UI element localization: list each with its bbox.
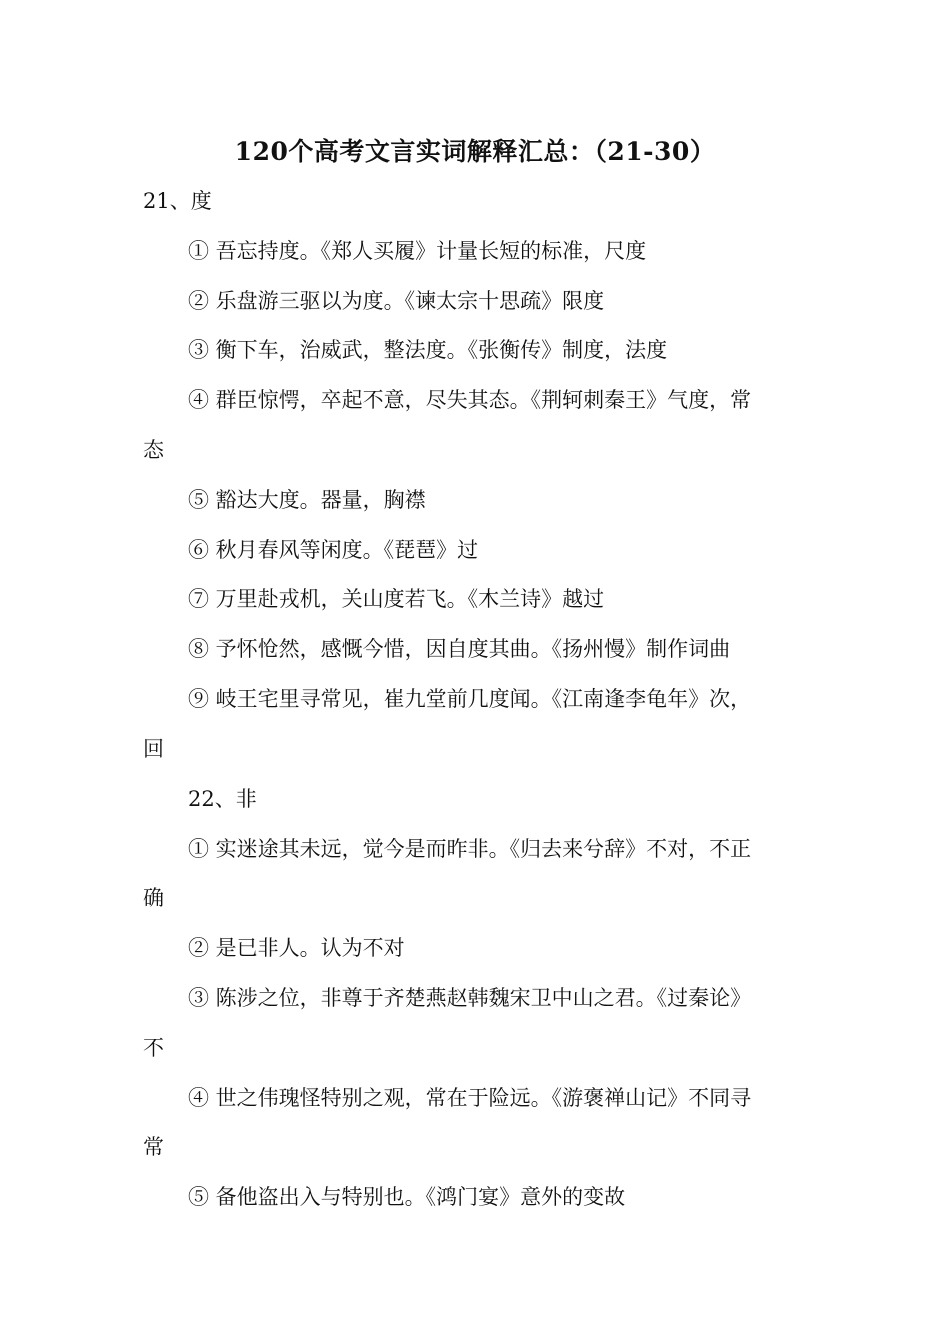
entry-line: ② 乐盘游三驱以为度。《谏太宗十思疏》限度 xyxy=(188,289,605,313)
entry-line: ① 吾忘持度。《郑人买履》计量长短的标准，尺度 xyxy=(188,239,647,263)
entry-line: ⑨ 岐王宅里寻常见，崔九堂前几度闻。《江南逢李龟年》次， xyxy=(188,687,752,711)
entry-line: ④ 群臣惊愕，卒起不意，尽失其态。《荆轲刺秦王》气度，常 xyxy=(188,388,752,412)
entry-line: ⑤ 豁达大度。器量，胸襟 xyxy=(188,488,426,512)
entry-line-continuation: 确 xyxy=(143,886,164,910)
section-heading-21: 21、度 xyxy=(143,189,212,213)
entry-line: ⑦ 万里赴戎机，关山度若飞。《木兰诗》越过 xyxy=(188,587,605,611)
document-title: 120个高考文言实词解释汇总：（21-30） xyxy=(234,137,716,166)
entry-line: ② 是已非人。认为不对 xyxy=(188,936,405,960)
entry-line: ⑥ 秋月春风等闲度。《琵琶》过 xyxy=(188,538,479,562)
section-heading-22: 22、非 xyxy=(188,787,257,811)
entry-line: ④ 世之伟瑰怪特别之观，常在于险远。《游褒禅山记》不同寻 xyxy=(188,1086,752,1110)
entry-line-continuation: 态 xyxy=(143,438,164,462)
entry-line: ① 实迷途其未远，觉今是而昨非。《归去来兮辞》不对，不正 xyxy=(188,837,752,861)
entry-line-continuation: 回 xyxy=(143,737,164,761)
entry-line: ⑧ 予怀怆然，感慨今惜，因自度其曲。《扬州慢》制作词曲 xyxy=(188,637,731,661)
entry-line-continuation: 常 xyxy=(143,1135,164,1159)
entry-line-continuation: 不 xyxy=(143,1036,164,1060)
entry-line: ⑤ 备他盗出入与特别也。《鸿门宴》意外的变故 xyxy=(188,1185,626,1209)
entry-line: ③ 陈涉之位，非尊于齐楚燕赵韩魏宋卫中山之君。《过秦论》 xyxy=(188,986,752,1010)
entry-line: ③ 衡下车，治威武，整法度。《张衡传》制度，法度 xyxy=(188,338,668,362)
